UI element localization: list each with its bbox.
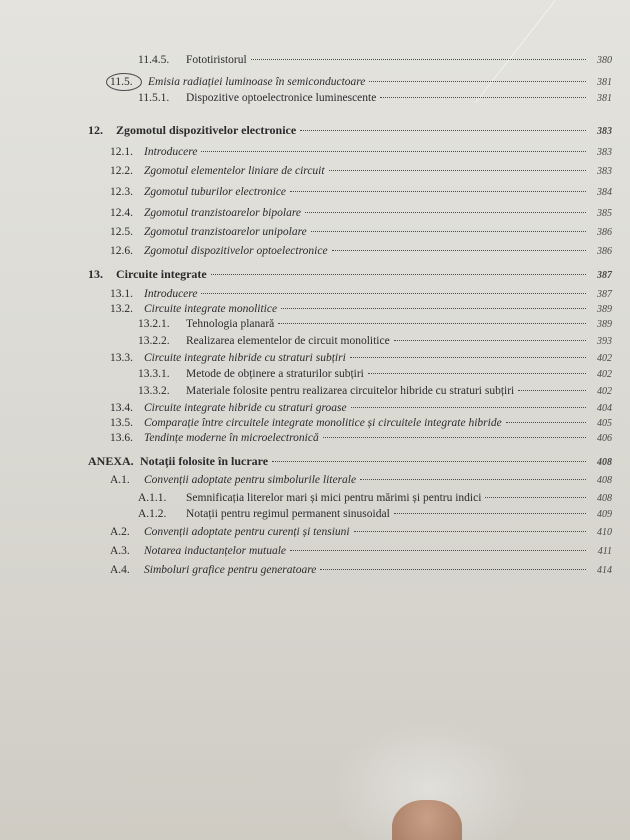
toc-number: 12.6. [110,245,133,257]
dot-leader [332,250,586,251]
toc-number: 11.5.1. [138,92,170,104]
dot-leader [394,513,586,514]
toc-entry [110,184,612,200]
toc-page-number: 408 [597,457,612,468]
toc-page-number: 380 [597,55,612,66]
dot-leader [201,293,586,294]
toc-entry [110,350,612,366]
toc-page-number: 402 [597,353,612,364]
toc-title: Circuite integrate hibride cu straturi groase [144,402,347,414]
toc-page-number: 387 [597,270,612,281]
toc-title: Notații folosite în lucrare [140,454,269,468]
toc-page-number: 406 [597,433,612,444]
dot-leader [329,170,586,171]
toc-number: 13. [88,267,103,281]
dot-leader [354,531,586,532]
dot-leader [211,274,586,275]
toc-title: Tendințe moderne în microelectronică [144,432,319,444]
dot-leader [323,437,586,438]
toc-entry [110,562,612,578]
toc-title: Dispozitive optoelectronice luminescente [186,92,377,104]
toc-page-number: 408 [597,493,612,504]
toc-page-number: 402 [597,369,612,380]
dot-leader [360,479,586,480]
toc-entry [138,366,612,382]
dot-leader [272,461,586,462]
toc-entry [138,490,612,506]
toc-entry [110,163,612,179]
toc-title: Zgomotul tranzistoarelor bipolare [144,207,301,219]
dot-leader [305,212,586,213]
toc-page-number: 404 [597,403,612,414]
dot-leader [201,151,586,152]
toc-title: Simboluri grafice pentru generatoare [144,564,317,576]
toc-page-number: 383 [597,147,612,158]
toc-number: 13.5. [110,417,133,429]
toc-title: Introducere [144,146,198,158]
toc-number: 13.2.1. [138,318,170,330]
toc-page-number: 384 [597,187,612,198]
toc-page-number: 411 [597,546,612,557]
toc-entry [138,316,612,332]
toc-number: 13.1. [110,288,133,300]
toc-title: Notarea inductanțelor mutuale [144,545,287,557]
toc-number: A.4. [110,564,130,576]
dot-leader [506,422,586,423]
toc-number: 12.3. [110,186,133,198]
toc-page-number: 381 [597,77,612,88]
toc-page-number: 389 [597,304,612,315]
toc-page-number: 385 [597,208,612,219]
dot-leader [368,373,586,374]
toc-entry [110,205,612,221]
toc-page-number: 414 [597,565,612,576]
toc-title: Circuite integrate [116,267,207,281]
toc-number: 13.2.2. [138,335,170,347]
toc-page-number: 387 [597,289,612,300]
toc-chapter [88,122,612,138]
toc-number: 12. [88,123,103,137]
toc-title: Notații pentru regimul permanent sinusoidal [186,508,390,520]
toc-entry [110,400,612,416]
toc-entry [138,333,612,349]
toc-title: Introducere [144,288,198,300]
toc-entry [138,52,612,68]
toc-entry [110,224,612,240]
toc-number: 11.4.5. [138,54,170,66]
dot-leader [320,569,586,570]
toc-entry [138,383,612,399]
toc-title: Zgomotul tranzistoarelor unipolare [144,226,307,238]
toc-page-number: 393 [597,336,612,347]
toc-page-number: 389 [597,319,612,330]
toc-entry [110,430,612,446]
toc-title: Circuite integrate monolitice [144,303,278,315]
toc-entry [110,73,612,89]
toc-chapter [88,266,612,282]
toc-number: 12.2. [110,165,133,177]
toc-title: Emisia radiației luminoase în semiconductoare [148,76,366,88]
toc-entry [110,543,612,559]
toc-title: Zgomotul dispozitivelor electronice [116,123,297,137]
toc-title: Zgomotul dispozitivelor optoelectronice [144,245,328,257]
toc-title: Zgomotul tuburilor electronice [144,186,287,198]
toc-entry [138,90,612,106]
toc-page-number: 386 [597,227,612,238]
dot-leader [518,390,586,391]
toc-page-number: 383 [597,166,612,177]
toc-title: Realizarea elementelor de circuit monolitice [186,335,390,347]
toc-chapter [88,453,612,469]
toc-title: Convenții adoptate pentru curenți și tensiuni [144,526,350,538]
toc-title: Tehnologia planară [186,318,275,330]
toc-page-number: 410 [597,527,612,538]
toc-number: A.2. [110,526,130,538]
toc-entry [110,301,612,317]
toc-title: Semnificația literelor mari și mici pentru mărimi și pentru indici [186,492,482,504]
toc-number: 13.3. [110,352,133,364]
toc-page-number: 409 [597,509,612,520]
toc-number: 12.5. [110,226,133,238]
dot-leader [251,59,586,60]
toc-title: Zgomotul elementelor liniare de circuit [144,165,325,177]
toc-number: A.1. [110,474,130,486]
toc-page-number: 381 [597,93,612,104]
dot-leader [290,550,586,551]
toc-number: 13.4. [110,402,133,414]
dot-leader [281,308,586,309]
toc-title: Fototiristorul [186,54,247,66]
dot-leader [485,497,586,498]
dot-leader [278,323,586,324]
toc-title: Materiale folosite pentru realizarea circuitelor hibride cu straturi subțiri [186,385,515,397]
toc-page-number: 408 [597,475,612,486]
toc-number: A.1.1. [138,492,167,504]
toc-entry [110,243,612,259]
toc-entry [110,286,612,302]
toc-page-number: 386 [597,246,612,257]
dot-leader [351,407,586,408]
toc-entry [110,144,612,160]
toc-number: 13.3.1. [138,368,170,380]
toc-page-number: 405 [597,418,612,429]
toc-entry [110,472,612,488]
dot-leader [369,81,586,82]
toc-number: A.3. [110,545,130,557]
toc-entry [110,415,612,431]
toc-number: 12.4. [110,207,133,219]
thumb [392,800,462,840]
toc-page-number: 402 [597,386,612,397]
toc-entry [110,524,612,540]
toc-number: ANEXA. [88,454,134,468]
toc-number: 13.6. [110,432,133,444]
toc-page-number: 383 [597,126,612,137]
dot-leader [311,231,586,232]
dot-leader [394,340,586,341]
toc-number: 13.2. [110,303,133,315]
toc-title: Circuite integrate hibride cu straturi subțiri [144,352,346,364]
toc-number: A.1.2. [138,508,167,520]
toc-number: 13.3.2. [138,385,170,397]
toc-number: 12.1. [110,146,133,158]
dot-leader [380,97,586,98]
toc-title: Comparație între circuitele integrate monolitice și circuitele integrate hibride [144,417,502,429]
toc-title: Metode de obținere a straturilor subțiri [186,368,364,380]
toc-number: 11.5. [106,73,142,91]
dot-leader [290,191,586,192]
toc-entry [138,506,612,522]
toc-title: Convenții adoptate pentru simbolurile literale [144,474,357,486]
dot-leader [300,130,586,131]
dot-leader [350,357,586,358]
